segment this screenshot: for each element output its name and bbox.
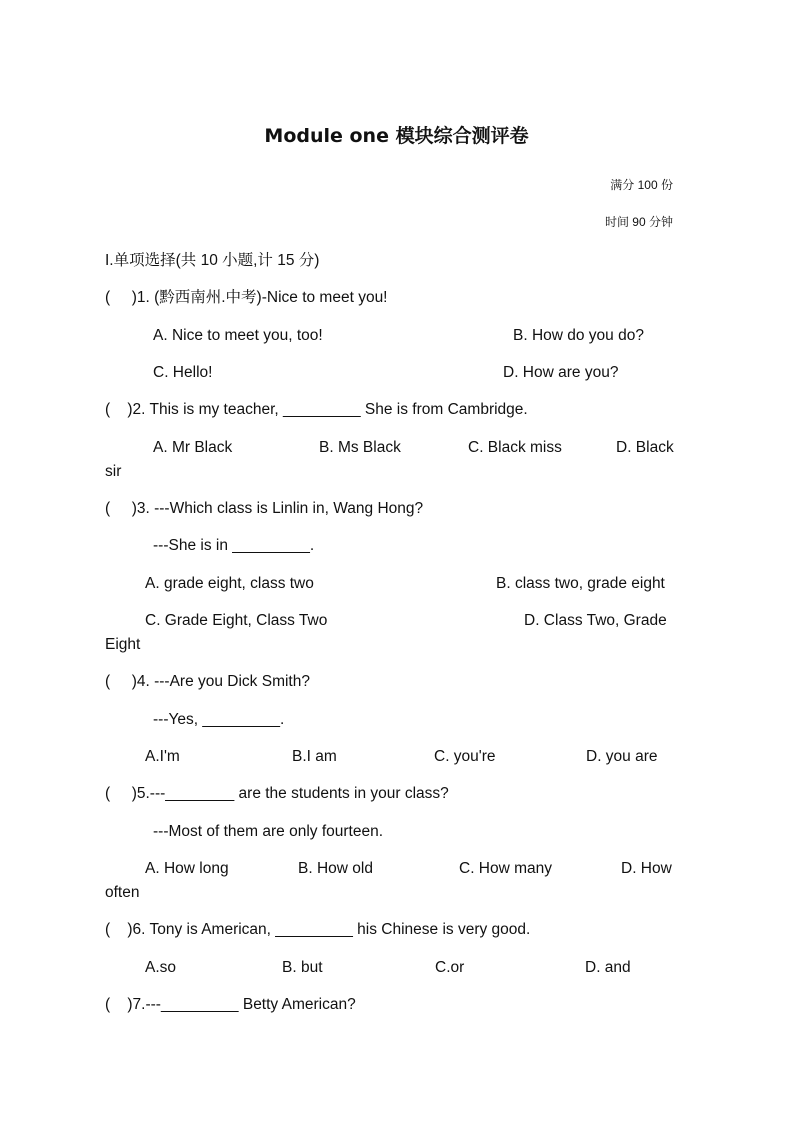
option-c: C. How many xyxy=(459,860,553,877)
option-d: D. How are you? xyxy=(503,364,619,381)
option-a: A. grade eight, class two xyxy=(145,575,314,592)
option-d: D. How xyxy=(621,860,672,877)
option-c: C.or xyxy=(435,959,465,976)
option-c: C. Black miss xyxy=(468,439,562,456)
question-sub: ---Most of them are only fourteen. xyxy=(153,823,384,840)
options-row xyxy=(105,574,678,594)
option-d: D. and xyxy=(585,959,631,976)
section-heading: I.单项选择(共 10 小题,计 15 分) xyxy=(105,252,320,269)
option-b: B. but xyxy=(282,959,323,976)
option-a: A. How long xyxy=(145,860,229,877)
question-sub: ---She is in _________. xyxy=(153,537,315,554)
option-a: A. Mr Black xyxy=(153,439,233,456)
option-d: D. Black xyxy=(616,439,674,456)
question-stem: ( )4. ---Are you Dick Smith? xyxy=(105,673,310,690)
question-stem: ( )1. (黔西南州.中考)-Nice to meet you! xyxy=(105,289,388,306)
full-score: 满分 100 份 xyxy=(610,178,673,192)
option-c: C. Grade Eight, Class Two xyxy=(145,612,328,629)
question-sub: ---Yes, _________. xyxy=(153,711,285,728)
options-row xyxy=(105,611,678,631)
options-row xyxy=(105,326,678,346)
option-c: C. you're xyxy=(434,748,496,765)
question-stem: ( )2. This is my teacher, _________ She is from Cambridge. xyxy=(105,401,528,418)
option-a: A.I'm xyxy=(145,748,180,765)
options-row xyxy=(105,859,678,879)
question-stem: ( )7.---_________ Betty American? xyxy=(105,996,356,1013)
option-a: A.so xyxy=(145,959,177,976)
options-row xyxy=(105,747,678,767)
question-stem: ( )5.---________ are the students in your class? xyxy=(105,785,449,802)
option-c: C. Hello! xyxy=(153,364,213,381)
option-d: D. Class Two, Grade xyxy=(524,612,667,629)
question-stem: ( )3. ---Which class is Linlin in, Wang Hong? xyxy=(105,500,424,517)
option-b: B. How old xyxy=(298,860,373,877)
page-title: Module one 模块综合测评卷 xyxy=(264,125,529,147)
option-d: D. you are xyxy=(586,748,658,765)
option-d-wrap: Eight xyxy=(105,636,141,653)
options-row xyxy=(105,958,678,978)
option-b: B. Ms Black xyxy=(319,439,401,456)
time-limit: 时间 90 分钟 xyxy=(604,215,673,229)
option-d-wrap: often xyxy=(105,884,140,901)
option-a: A. Nice to meet you, too! xyxy=(153,327,323,344)
option-d-wrap: sir xyxy=(105,463,122,480)
option-b: B.I am xyxy=(292,748,337,765)
options-row xyxy=(105,363,678,383)
option-b: B. How do you do? xyxy=(513,327,644,344)
option-b: B. class two, grade eight xyxy=(496,575,665,592)
options-row xyxy=(105,438,678,458)
question-stem: ( )6. Tony is American, _________ his Chinese is very good. xyxy=(105,921,531,938)
